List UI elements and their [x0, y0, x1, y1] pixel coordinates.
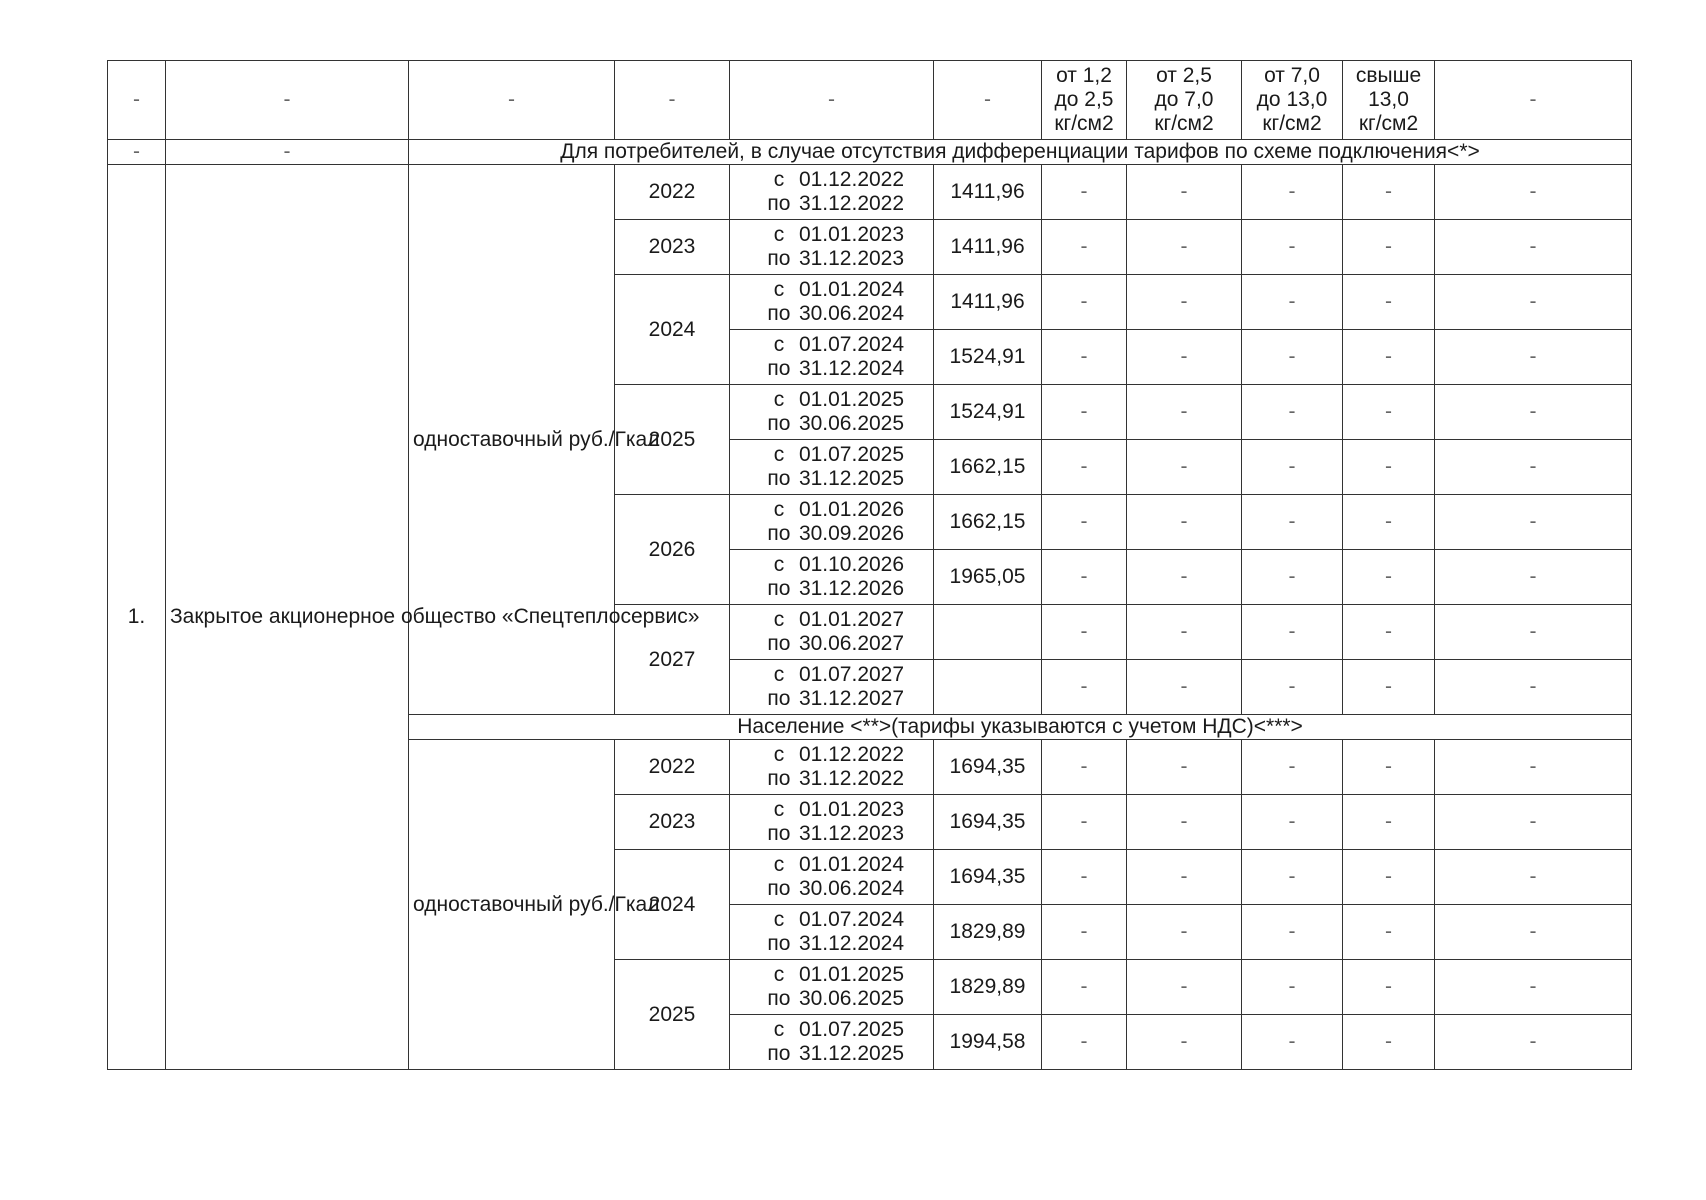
year-cell: 2023 [615, 795, 730, 850]
header-pressure-2: от 2,5 до 7,0 кг/см2 [1127, 61, 1242, 140]
tariff-row [108, 165, 1632, 220]
tariff-type: одноставочный руб./Гкал [409, 740, 615, 1070]
dash-cell: - [1042, 550, 1127, 605]
dash-cell: - [1343, 740, 1435, 795]
date-from: 01.12.2022 [798, 168, 905, 191]
dash-cell: - [1127, 440, 1242, 495]
dash-cell: - [1042, 385, 1127, 440]
prefix-to: по [767, 522, 791, 545]
dash-cell: - [1435, 495, 1632, 550]
dash-cell: - [1127, 740, 1242, 795]
dash-cell: - [1343, 660, 1435, 715]
dash-cell: - [1242, 385, 1343, 440]
period-cell [730, 605, 934, 660]
period-from [734, 963, 929, 987]
dash-cell: - [1343, 960, 1435, 1015]
prefix-from: с [773, 853, 785, 876]
dash-cell: - [1127, 550, 1242, 605]
dash-cell: - [1242, 905, 1343, 960]
prefix-from: с [773, 608, 785, 631]
dash-cell: - [1242, 605, 1343, 660]
date-from: 01.01.2025 [798, 388, 905, 411]
price-cell: 1411,96 [934, 165, 1042, 220]
prefix-from: с [773, 278, 785, 301]
period-cell [730, 905, 934, 960]
date-from: 01.01.2025 [798, 963, 905, 986]
dash-cell: - [1242, 495, 1343, 550]
dash-cell: - [1127, 275, 1242, 330]
period-to [734, 987, 929, 1011]
dash-cell: - [1435, 960, 1632, 1015]
period-from [734, 333, 929, 357]
dash-cell: - [1242, 440, 1343, 495]
period-to [734, 687, 929, 711]
dash-cell: - [1435, 220, 1632, 275]
dash-cell: - [1242, 550, 1343, 605]
prefix-from: с [773, 498, 785, 521]
dash-cell: - [1127, 850, 1242, 905]
price-cell: 1524,91 [934, 330, 1042, 385]
period-from [734, 223, 929, 247]
dash-cell: - [1242, 330, 1343, 385]
dash-cell: - [1242, 1015, 1343, 1070]
section-row-consumers [108, 140, 1632, 165]
dash-cell: - [1435, 605, 1632, 660]
dash-cell: - [1127, 1015, 1242, 1070]
date-to: 31.12.2023 [798, 822, 905, 845]
price-cell: 1965,05 [934, 550, 1042, 605]
dash-cell: - [1042, 660, 1127, 715]
prefix-to: по [767, 767, 791, 790]
dash-cell: - [1343, 850, 1435, 905]
dash-cell: - [1242, 740, 1343, 795]
dash-cell: - [1042, 960, 1127, 1015]
price-cell: 1829,89 [934, 960, 1042, 1015]
period-from [734, 663, 929, 687]
dash-cell: - [1042, 440, 1127, 495]
prefix-to: по [767, 987, 791, 1010]
period-cell [730, 275, 934, 330]
header-cell-dash: - [166, 61, 409, 140]
period-to [734, 357, 929, 381]
organization-name: Закрытое акционерное общество «Спецтеплосервис» [166, 165, 409, 1070]
period-cell [730, 960, 934, 1015]
prefix-from: с [773, 333, 785, 356]
dash-cell: - [1343, 605, 1435, 660]
period-to [734, 192, 929, 216]
header-cell-dash: - [934, 61, 1042, 140]
period-from [734, 388, 929, 412]
dash-cell: - [1435, 795, 1632, 850]
dash-cell: - [1242, 275, 1343, 330]
prefix-to: по [767, 632, 791, 655]
dash-cell: - [1042, 220, 1127, 275]
period-from [734, 1018, 929, 1042]
prefix-from: с [773, 1018, 785, 1041]
date-to: 31.12.2027 [798, 687, 905, 710]
dash-cell: - [1042, 850, 1127, 905]
dash-cell: - [1435, 740, 1632, 795]
tariff-type: одноставочный руб./Гкал [409, 165, 615, 715]
date-to: 31.12.2024 [798, 357, 905, 380]
tariff-table [107, 60, 1632, 1070]
dash-cell: - [1127, 385, 1242, 440]
period-cell [730, 495, 934, 550]
dash-cell: - [1042, 330, 1127, 385]
header-row [108, 61, 1632, 140]
period-cell [730, 165, 934, 220]
dash-cell: - [1343, 330, 1435, 385]
prefix-to: по [767, 932, 791, 955]
period-to [734, 877, 929, 901]
prefix-to: по [767, 1042, 791, 1065]
year-cell: 2023 [615, 220, 730, 275]
prefix-to: по [767, 467, 791, 490]
date-from: 01.01.2024 [798, 853, 905, 876]
prefix-from: с [773, 963, 785, 986]
price-cell: 1694,35 [934, 850, 1042, 905]
dash-cell: - [1042, 165, 1127, 220]
dash-cell: - [1435, 330, 1632, 385]
dash-cell: - [1127, 495, 1242, 550]
year-cell: 2024 [615, 275, 730, 385]
dash-cell: - [1343, 1015, 1435, 1070]
period-to [734, 577, 929, 601]
period-to [734, 1042, 929, 1066]
year-cell: 2026 [615, 495, 730, 605]
dash-cell: - [1242, 165, 1343, 220]
dash-cell: - [1435, 850, 1632, 905]
period-to [734, 412, 929, 436]
prefix-from: с [773, 663, 785, 686]
year-cell: 2022 [615, 740, 730, 795]
date-to: 31.12.2025 [798, 1042, 905, 1065]
header-cell-dash: - [409, 61, 615, 140]
period-cell [730, 850, 934, 905]
period-cell [730, 660, 934, 715]
dash-cell: - [1127, 960, 1242, 1015]
dash-cell: - [1127, 660, 1242, 715]
dash-cell: - [1343, 275, 1435, 330]
prefix-to: по [767, 192, 791, 215]
dash-cell: - [1127, 220, 1242, 275]
date-to: 30.06.2025 [798, 412, 905, 435]
price-cell: 1524,91 [934, 385, 1042, 440]
header-pressure-1: от 1,2 до 2,5 кг/см2 [1042, 61, 1127, 140]
prefix-from: с [773, 908, 785, 931]
dash-cell: - [1343, 795, 1435, 850]
date-from: 01.01.2023 [798, 798, 905, 821]
period-cell [730, 220, 934, 275]
price-cell [934, 605, 1042, 660]
dash-cell: - [1435, 440, 1632, 495]
prefix-to: по [767, 687, 791, 710]
prefix-from: с [773, 223, 785, 246]
period-to [734, 822, 929, 846]
dash-cell: - [1343, 495, 1435, 550]
dash-cell: - [1127, 165, 1242, 220]
period-from [734, 743, 929, 767]
period-to [734, 632, 929, 656]
dash-cell: - [1242, 850, 1343, 905]
period-from [734, 168, 929, 192]
period-from [734, 908, 929, 932]
date-to: 30.06.2025 [798, 987, 905, 1010]
prefix-from: с [773, 443, 785, 466]
date-to: 31.12.2025 [798, 467, 905, 490]
price-cell: 1994,58 [934, 1015, 1042, 1070]
header-cell-dash: - [108, 61, 166, 140]
section-dash: - [166, 140, 409, 165]
dash-cell: - [1343, 550, 1435, 605]
date-from: 01.07.2025 [798, 1018, 905, 1041]
dash-cell: - [1042, 275, 1127, 330]
dash-cell: - [1435, 660, 1632, 715]
period-cell [730, 440, 934, 495]
section-dash: - [108, 140, 166, 165]
header-cell-dash: - [1435, 61, 1632, 140]
dash-cell: - [1042, 605, 1127, 660]
year-cell: 2025 [615, 960, 730, 1070]
year-cell: 2025 [615, 385, 730, 495]
price-cell: 1829,89 [934, 905, 1042, 960]
dash-cell: - [1343, 440, 1435, 495]
date-from: 01.12.2022 [798, 743, 905, 766]
dash-cell: - [1042, 795, 1127, 850]
price-cell: 1411,96 [934, 275, 1042, 330]
dash-cell: - [1343, 165, 1435, 220]
prefix-from: с [773, 553, 785, 576]
dash-cell: - [1042, 740, 1127, 795]
dash-cell: - [1435, 275, 1632, 330]
period-to [734, 302, 929, 326]
period-cell [730, 1015, 934, 1070]
date-from: 01.07.2024 [798, 333, 905, 356]
period-from [734, 798, 929, 822]
period-cell [730, 550, 934, 605]
date-from: 01.10.2026 [798, 553, 905, 576]
price-cell: 1694,35 [934, 795, 1042, 850]
date-from: 01.01.2026 [798, 498, 905, 521]
dash-cell: - [1127, 795, 1242, 850]
section-title-consumers: Для потребителей, в случае отсутствия дифференциации тарифов по схеме подключения<*> [409, 140, 1632, 165]
year-cell: 2022 [615, 165, 730, 220]
section-title-population: Население <**>(тарифы указываются с учетом НДС)<***> [409, 715, 1632, 740]
dash-cell: - [1242, 220, 1343, 275]
prefix-to: по [767, 412, 791, 435]
date-to: 30.09.2026 [798, 522, 905, 545]
header-cell-dash: - [730, 61, 934, 140]
dash-cell: - [1435, 905, 1632, 960]
dash-cell: - [1042, 1015, 1127, 1070]
date-to: 31.12.2022 [798, 192, 905, 215]
header-cell-dash: - [615, 61, 730, 140]
price-cell: 1694,35 [934, 740, 1042, 795]
date-from: 01.01.2023 [798, 223, 905, 246]
period-cell [730, 330, 934, 385]
period-to [734, 247, 929, 271]
date-from: 01.01.2024 [798, 278, 905, 301]
date-to: 31.12.2026 [798, 577, 905, 600]
dash-cell: - [1242, 795, 1343, 850]
price-cell [934, 660, 1042, 715]
date-to: 31.12.2022 [798, 767, 905, 790]
date-to: 31.12.2023 [798, 247, 905, 270]
period-to [734, 467, 929, 491]
dash-cell: - [1435, 1015, 1632, 1070]
price-cell: 1662,15 [934, 495, 1042, 550]
prefix-to: по [767, 822, 791, 845]
date-from: 01.07.2027 [798, 663, 905, 686]
year-cell: 2024 [615, 850, 730, 960]
header-pressure-4: свыше 13,0 кг/см2 [1343, 61, 1435, 140]
prefix-from: с [773, 798, 785, 821]
period-from [734, 553, 929, 577]
price-cell: 1411,96 [934, 220, 1042, 275]
dash-cell: - [1127, 605, 1242, 660]
period-to [734, 932, 929, 956]
period-from [734, 443, 929, 467]
dash-cell: - [1127, 905, 1242, 960]
dash-cell: - [1127, 330, 1242, 385]
dash-cell: - [1343, 905, 1435, 960]
dash-cell: - [1242, 660, 1343, 715]
prefix-from: с [773, 743, 785, 766]
dash-cell: - [1435, 165, 1632, 220]
period-from [734, 498, 929, 522]
dash-cell: - [1435, 385, 1632, 440]
period-from [734, 278, 929, 302]
period-cell [730, 385, 934, 440]
row-number: 1. [108, 165, 166, 1070]
dash-cell: - [1343, 385, 1435, 440]
dash-cell: - [1042, 905, 1127, 960]
dash-cell: - [1042, 495, 1127, 550]
dash-cell: - [1435, 550, 1632, 605]
date-from: 01.01.2027 [798, 608, 905, 631]
date-to: 30.06.2024 [798, 877, 905, 900]
period-from [734, 853, 929, 877]
price-cell: 1662,15 [934, 440, 1042, 495]
period-from [734, 608, 929, 632]
period-cell [730, 740, 934, 795]
date-to: 30.06.2027 [798, 632, 905, 655]
prefix-to: по [767, 247, 791, 270]
prefix-to: по [767, 302, 791, 325]
prefix-from: с [773, 168, 785, 191]
date-from: 01.07.2025 [798, 443, 905, 466]
prefix-to: по [767, 357, 791, 380]
date-from: 01.07.2024 [798, 908, 905, 931]
date-to: 31.12.2024 [798, 932, 905, 955]
period-to [734, 522, 929, 546]
prefix-to: по [767, 577, 791, 600]
header-pressure-3: от 7,0 до 13,0 кг/см2 [1242, 61, 1343, 140]
prefix-from: с [773, 388, 785, 411]
period-to [734, 767, 929, 791]
dash-cell: - [1242, 960, 1343, 1015]
prefix-to: по [767, 877, 791, 900]
dash-cell: - [1343, 220, 1435, 275]
year-cell: 2027 [615, 605, 730, 715]
period-cell [730, 795, 934, 850]
date-to: 30.06.2024 [798, 302, 905, 325]
